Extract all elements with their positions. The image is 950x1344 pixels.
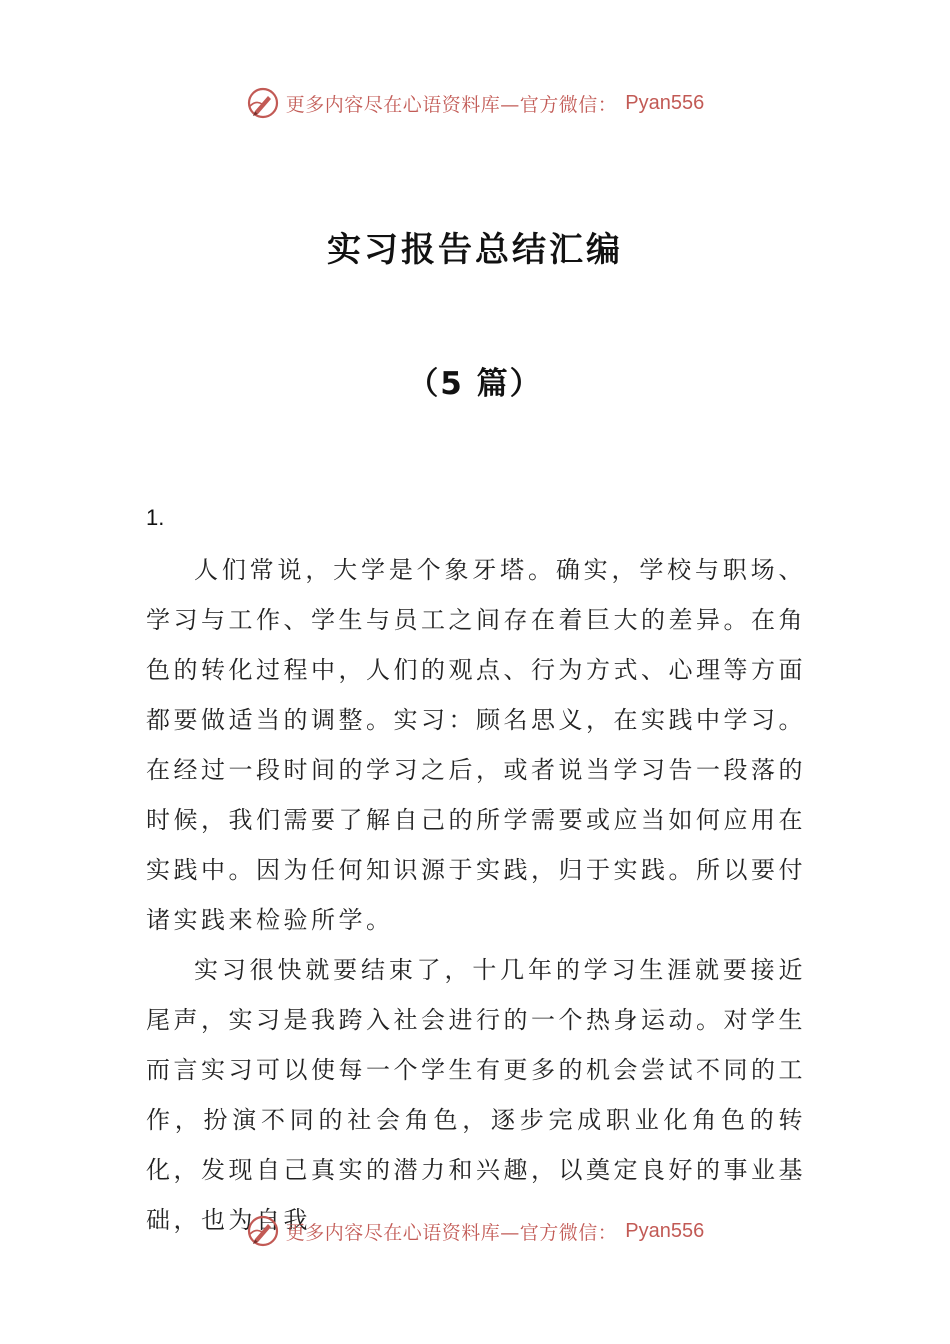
banner-text: 更多内容尽在心语资料库—官方微信： (285, 93, 618, 116)
wechat-id: Pyan556 (625, 91, 705, 114)
pen-logo-icon (246, 86, 280, 120)
paragraph: 人们常说，大学是个象牙塔。确实，学校与职场、学习与工作、学生与员工之间存在着巨大的差异。在角色的转化过程中，人们的观点、行为方式、心理等方面都要做适当的调整。实习：顾名思义，在实践中学习。在经过一段时间的学习之后，或者说当学习告一段落的时候，我们需要了解自己的所学需要或应当如何应用在实践中。因为任何知识源于实践，归于实践。所以要付诸实践来检验所学。 (146, 556, 806, 934)
document-title: 实习报告总结汇编 (327, 230, 623, 270)
footer-banner (0, 1211, 950, 1251)
pen-logo-icon (246, 1214, 280, 1248)
banner-text: 更多内容尽在心语资料库—官方微信： (285, 1221, 618, 1244)
paragraph: 实习很快就要结束了，十几年的学习生涯就要接近尾声，实习是我跨入社会进行的一个热身运动。对学生而言实习可以使每一个学生有更多的机会尝试不同的工作，扮演不同的社会角色，逐步完成职业化角色的转化，发现自己真实的潜力和兴趣，以奠定良好的事业基础，也为自我 (146, 956, 806, 1234)
section-number: 1. (146, 505, 165, 530)
header-banner (0, 83, 950, 123)
wechat-id: Pyan556 (625, 1219, 705, 1242)
body-text (146, 545, 806, 1245)
document-subtitle: （5 篇） (407, 366, 543, 402)
